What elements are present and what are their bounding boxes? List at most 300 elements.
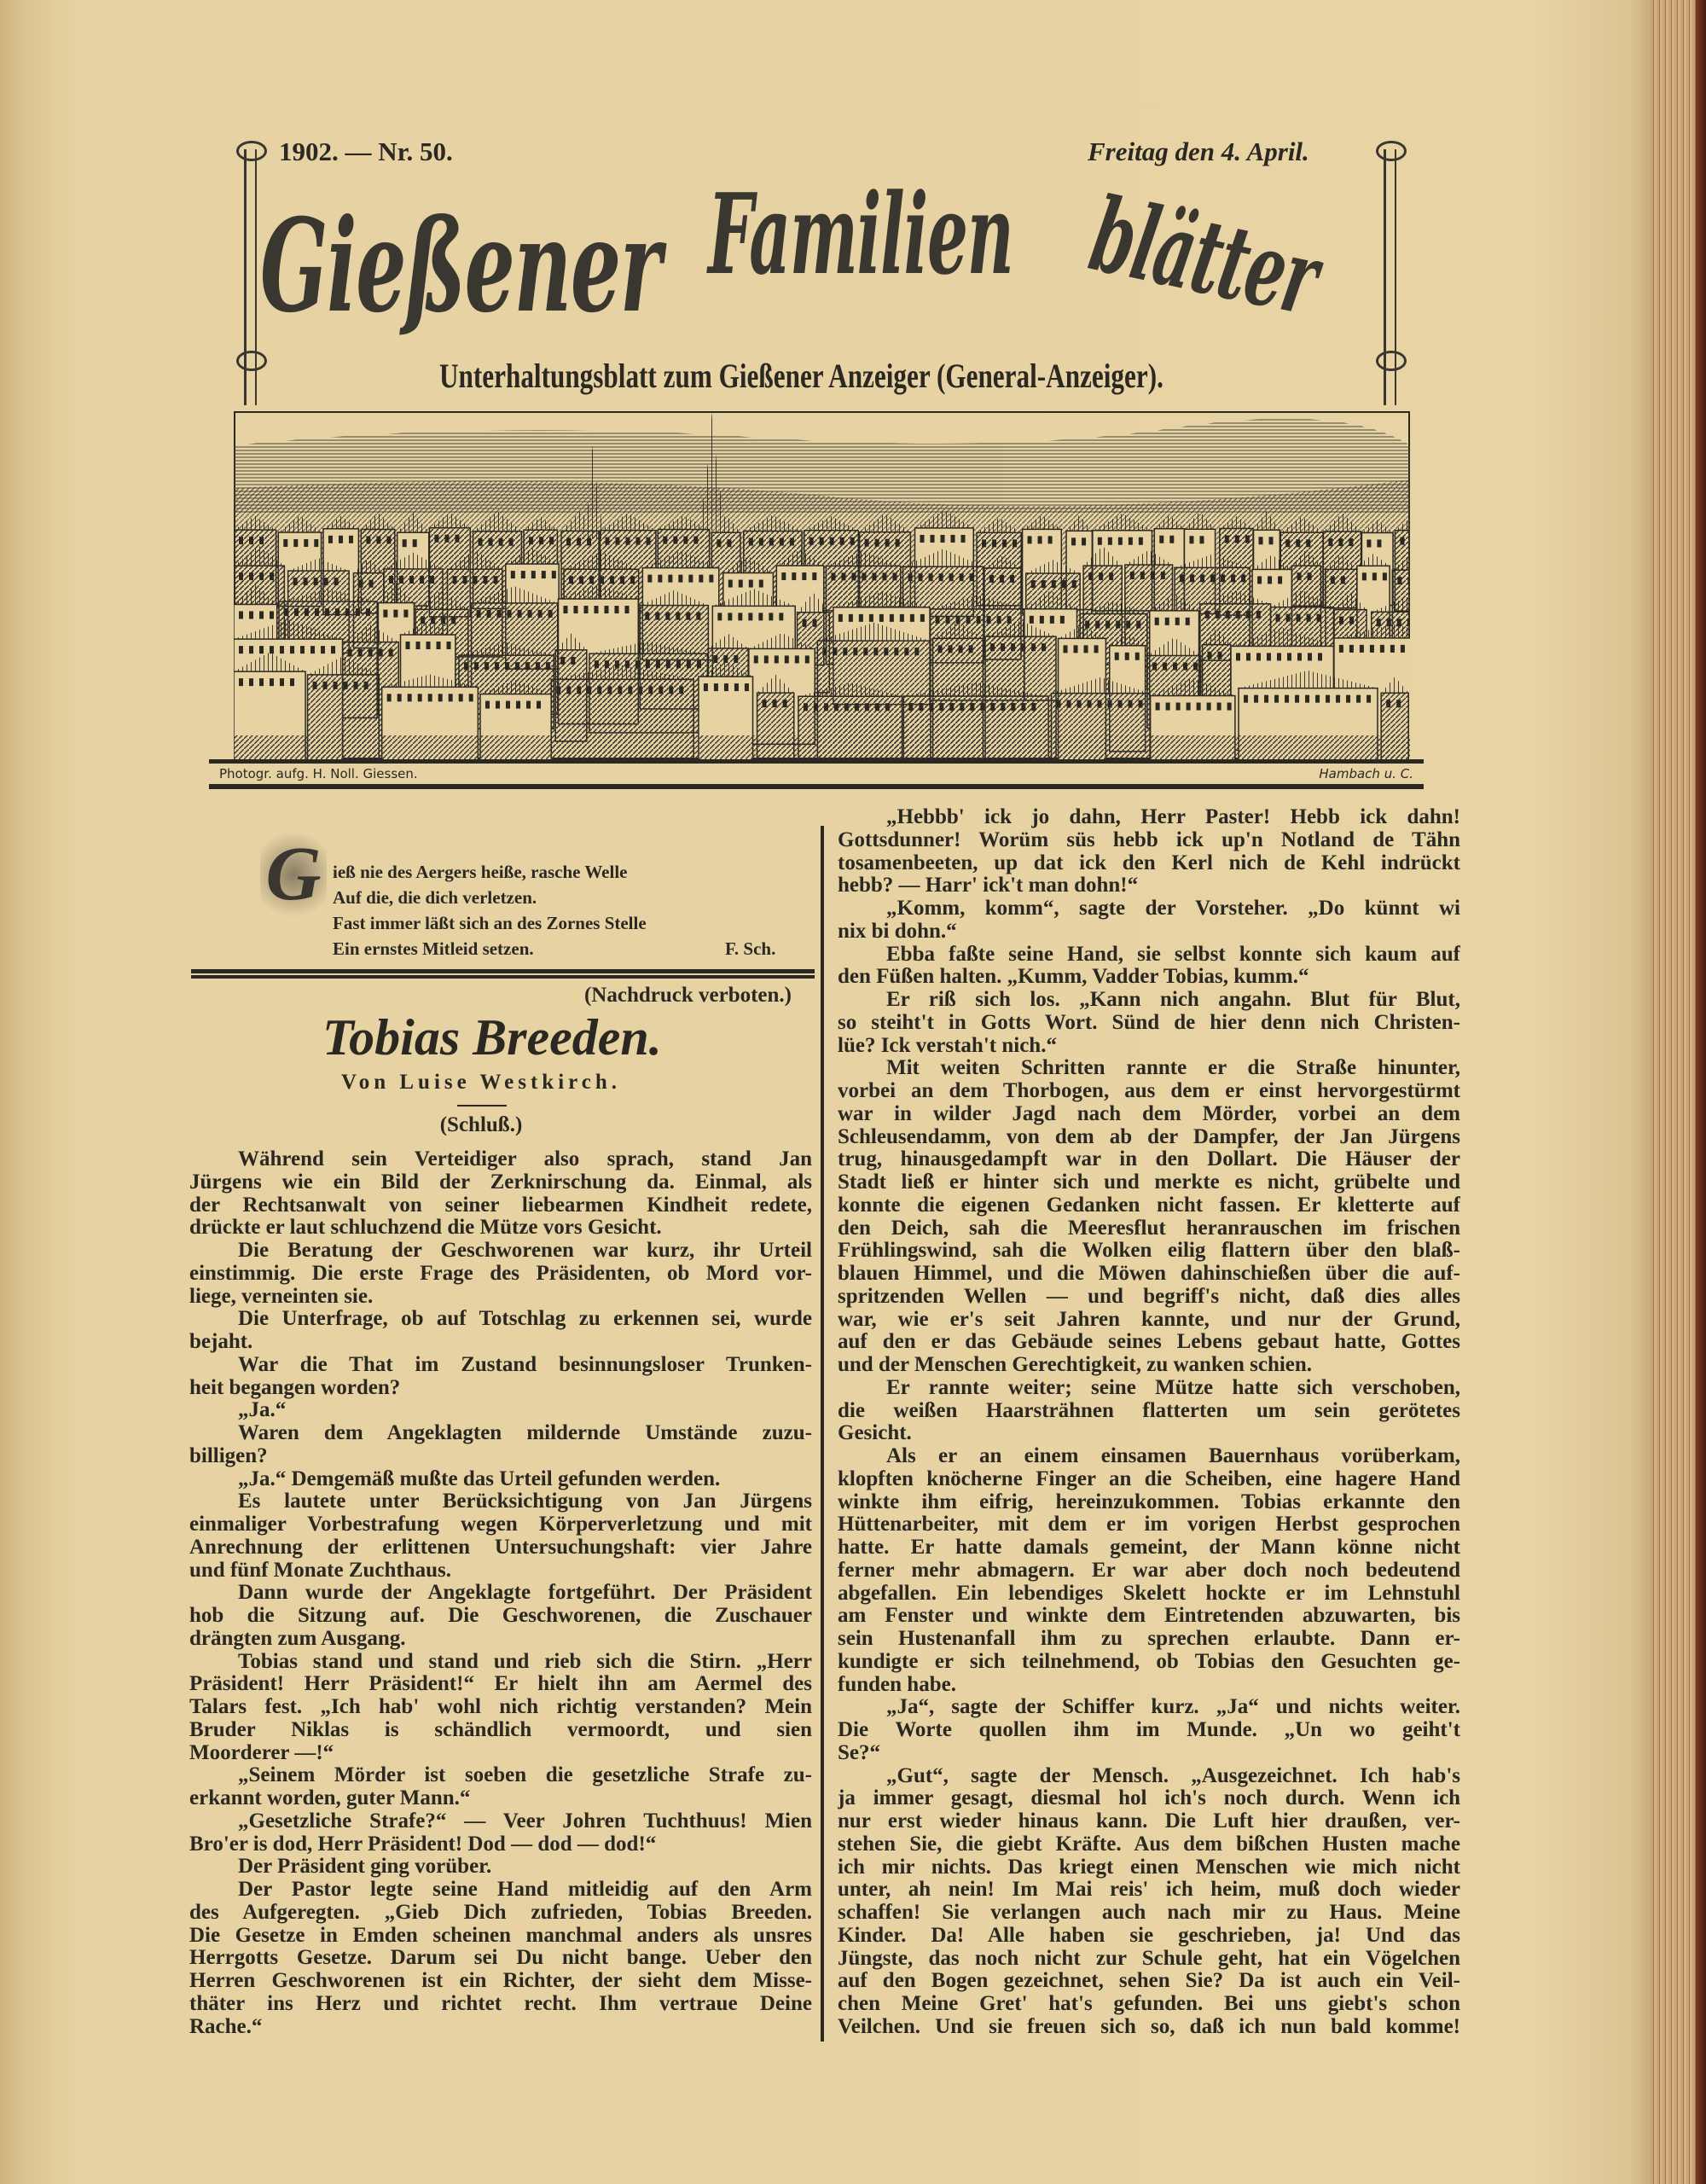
article-column-left <box>189 1148 812 2038</box>
text-line: Bruder Niklas is schändlich vermoordt, und sien <box>189 1718 812 1741</box>
window <box>892 572 897 580</box>
window <box>409 576 414 584</box>
window <box>1190 574 1194 582</box>
window <box>249 611 253 619</box>
window <box>1349 645 1354 653</box>
window <box>665 613 670 620</box>
engraving-caption-bar <box>209 759 1424 789</box>
window <box>666 660 670 668</box>
text-line: Se?“ <box>838 1741 880 1764</box>
text-line: erkannt worden, guter Mann.“ <box>189 1787 471 1809</box>
engraver-credit: Hambach u. C. <box>1319 766 1413 781</box>
window <box>469 694 473 701</box>
window <box>624 606 629 613</box>
window <box>434 535 438 543</box>
window <box>919 573 923 581</box>
window <box>908 703 913 711</box>
text-line: und der Menschen Gerechtigkeit, zu wanken schien. <box>838 1354 1313 1376</box>
window <box>1187 703 1191 711</box>
window <box>379 649 383 657</box>
window <box>683 537 688 544</box>
window <box>1218 652 1222 659</box>
window <box>1098 700 1102 708</box>
window <box>822 648 827 655</box>
window <box>987 616 991 624</box>
byline-rule <box>457 1105 507 1107</box>
window <box>1367 539 1371 547</box>
window <box>249 678 253 686</box>
window <box>676 613 680 620</box>
window <box>758 613 763 620</box>
text-line: liege, verneinten sie. <box>189 1285 374 1308</box>
window <box>1317 614 1321 622</box>
window <box>1338 538 1343 546</box>
window <box>1060 616 1065 624</box>
window <box>1227 703 1232 711</box>
window <box>1030 616 1034 624</box>
window <box>734 683 739 691</box>
window <box>324 578 328 585</box>
window <box>270 611 274 619</box>
text-line: so steiht't in Gotts Wort. Sünd de hier denn nich Christen- <box>838 1011 1460 1034</box>
paragraph <box>189 1468 812 1491</box>
text-line: hatte. Er hatte damals gemeint, der Mann könne nicht <box>838 1536 1460 1559</box>
text-line: Als er an einem einsamen Bauernhaus vorüberkam, <box>886 1445 1460 1467</box>
window <box>499 538 503 546</box>
text-line: Waren dem Angeklagten mildernde Umstände zuzu- <box>238 1422 812 1444</box>
window <box>376 536 380 543</box>
paragraph <box>189 1582 812 1650</box>
window <box>259 537 264 544</box>
window <box>571 657 575 665</box>
window <box>673 537 677 544</box>
window <box>1052 580 1056 588</box>
photo-credit: Photogr. aufg. H. Noll. Giessen. <box>219 766 418 781</box>
paragraph <box>838 1445 1460 1696</box>
window <box>1208 652 1212 659</box>
window <box>960 703 964 711</box>
window <box>552 571 556 578</box>
window <box>803 619 807 627</box>
text-line: drückte er laut schluchzend die Mütze vors Gesicht. <box>189 1217 662 1240</box>
window <box>1296 539 1300 547</box>
window <box>780 538 784 546</box>
window <box>485 701 490 709</box>
window <box>495 662 499 670</box>
window <box>339 536 343 543</box>
window <box>259 678 264 686</box>
poem-initial-ornament: G <box>260 823 327 926</box>
paragraph <box>189 1810 812 1856</box>
window <box>951 535 955 543</box>
text-line: war in wilder Jagd nach dem Mörder, vorbei an dem <box>838 1102 1460 1125</box>
window <box>1386 700 1390 707</box>
window <box>862 572 866 580</box>
window <box>1021 703 1025 711</box>
window <box>1136 620 1140 628</box>
window <box>614 606 618 613</box>
window <box>745 683 749 691</box>
window <box>1010 575 1014 583</box>
window <box>597 686 601 694</box>
window <box>335 608 339 616</box>
window <box>577 686 581 694</box>
window <box>990 703 995 711</box>
window <box>931 535 935 543</box>
window <box>463 576 467 584</box>
window <box>910 614 914 622</box>
window <box>1297 614 1301 622</box>
window <box>713 655 717 663</box>
window <box>437 642 441 649</box>
window <box>1205 611 1210 619</box>
window <box>399 576 403 584</box>
window <box>239 611 243 619</box>
window <box>717 539 721 547</box>
paragraph <box>838 1696 1460 1764</box>
window <box>334 682 338 689</box>
town-engraving <box>234 411 1410 759</box>
window <box>1169 536 1174 543</box>
window <box>872 572 876 580</box>
window <box>929 573 933 581</box>
window <box>779 613 783 620</box>
window <box>709 575 713 583</box>
window <box>1349 538 1353 546</box>
window <box>280 646 284 653</box>
window <box>1367 695 1371 703</box>
window <box>873 648 878 655</box>
window <box>546 662 550 670</box>
window <box>1207 703 1211 711</box>
window <box>487 610 491 618</box>
town-buildings <box>234 509 1410 759</box>
window <box>280 678 284 686</box>
window <box>849 614 853 622</box>
text-line: hob die Sitzung auf. Die Geschworenen, die Zuschauer <box>189 1605 812 1627</box>
window <box>1074 645 1078 653</box>
article-title: Tobias Breeden. <box>322 1009 662 1066</box>
masthead-subtitle: Unterhaltungsblatt zum Gießener Anzeiger (General-Anzeiger). <box>439 357 1163 395</box>
window <box>775 655 779 663</box>
window <box>1099 572 1103 580</box>
window <box>678 575 682 583</box>
window <box>518 610 522 618</box>
window <box>485 662 489 670</box>
window <box>1189 536 1193 543</box>
window <box>635 660 640 668</box>
window <box>1397 577 1401 584</box>
window <box>1021 643 1025 651</box>
window <box>430 576 434 584</box>
window <box>792 572 796 580</box>
window <box>1396 700 1401 707</box>
text-line: sein Hustenanfall ihm zu sprechen erlaubte. Dann er- <box>838 1628 1460 1650</box>
text-line: „Ja.“ <box>238 1399 287 1422</box>
window <box>1305 695 1309 703</box>
window <box>426 642 431 649</box>
window <box>769 538 774 546</box>
window <box>728 613 732 620</box>
window <box>1360 645 1364 653</box>
window <box>1254 695 1258 703</box>
window <box>939 573 943 581</box>
window <box>344 682 348 689</box>
window <box>556 686 560 694</box>
window <box>1094 645 1099 653</box>
text-line: „Komm, komm“, sagte der Vorsteher. „Do künnt wi <box>886 897 1460 920</box>
window <box>882 572 886 580</box>
window <box>1244 695 1248 703</box>
window <box>314 578 318 585</box>
window <box>764 655 769 663</box>
window <box>259 646 264 653</box>
window <box>290 646 294 653</box>
window <box>366 536 370 543</box>
window <box>455 535 459 543</box>
window <box>505 662 509 670</box>
text-line: Herrgotts Gesetze. Darum sei Du nicht bange. Ueber den <box>189 1947 812 1970</box>
window <box>531 571 536 578</box>
window <box>406 642 410 649</box>
window <box>833 648 837 655</box>
window <box>628 686 632 694</box>
window <box>959 645 963 653</box>
window <box>863 648 868 655</box>
window <box>566 686 571 694</box>
window <box>668 575 672 583</box>
window <box>781 572 786 580</box>
window <box>804 703 808 711</box>
window <box>358 580 363 588</box>
window <box>853 648 857 655</box>
window <box>383 610 387 618</box>
window <box>239 646 243 653</box>
window <box>1139 537 1143 545</box>
window <box>509 538 514 546</box>
window <box>990 643 995 651</box>
window <box>1071 537 1076 545</box>
window <box>418 694 422 701</box>
masthead-familien: Familien <box>708 169 1013 299</box>
window <box>970 573 974 581</box>
window <box>1407 577 1410 584</box>
text-line: Jürgens wie ein Bild der Zerknirschung da. Einmal, als <box>189 1170 812 1194</box>
window <box>838 614 843 622</box>
window <box>284 608 288 616</box>
paragraph <box>189 1856 812 1879</box>
window <box>748 613 752 620</box>
poem-line: Fast immer läßt sich an des Zornes Stelle <box>333 913 647 933</box>
window <box>1318 653 1322 660</box>
window <box>759 538 763 546</box>
window <box>1349 617 1354 624</box>
window <box>1011 643 1015 651</box>
window <box>938 645 943 653</box>
window <box>687 660 691 668</box>
window <box>1217 703 1221 711</box>
window <box>914 648 919 655</box>
window <box>949 645 953 653</box>
window <box>1257 576 1262 584</box>
text-line: ja immer gesagt, diesmal hol ich's noch durch. Wenn ich <box>838 1787 1460 1810</box>
window <box>605 660 609 668</box>
text-line: Mit weiten Schritten rannte er die Straße hinunter, <box>886 1057 1460 1080</box>
window <box>447 642 451 649</box>
window <box>1031 703 1036 711</box>
window <box>977 616 981 624</box>
window <box>239 678 243 686</box>
text-line: thäter ins Herz und richtet recht. Ihm vertraue Deine <box>189 1992 812 2015</box>
window <box>1067 700 1071 708</box>
text-line: lüe? Ick verstah't nich.“ <box>838 1034 1057 1057</box>
window <box>305 608 309 616</box>
window <box>647 575 652 583</box>
window <box>484 576 488 584</box>
window <box>699 575 703 583</box>
window <box>325 608 329 616</box>
window <box>658 575 662 583</box>
text-line: Es lautete unter Berücksichtigung von Jan Jürgens <box>238 1490 812 1513</box>
window <box>1098 537 1102 545</box>
window <box>834 703 838 711</box>
window <box>1118 700 1123 708</box>
paragraph <box>189 1879 812 2038</box>
window <box>1001 703 1005 711</box>
text-line: drängten zum Ausgang. <box>189 1627 406 1650</box>
window <box>1129 700 1133 708</box>
window <box>620 576 624 584</box>
text-line: Schleusendamm, von dem ab der Dampfer, der Jan Jürgens <box>838 1125 1460 1148</box>
window <box>936 616 940 624</box>
window <box>1235 536 1239 543</box>
text-line: heit begangen worden? <box>189 1376 401 1399</box>
text-line: Er rannte weiter; seine Mütze hatte sich verschoben, <box>886 1376 1460 1399</box>
window <box>1259 537 1263 544</box>
left-ornament-post <box>244 149 257 405</box>
window <box>865 539 869 547</box>
window <box>1285 695 1289 703</box>
window <box>537 701 541 709</box>
window <box>1383 572 1387 580</box>
text-line: nur erst wieder hinaus kann. Die Luft hier draußen, ver- <box>838 1810 1460 1833</box>
text-line: „Seinem Mörder ist soeben die gesetzliche Strafe zu- <box>238 1764 812 1787</box>
window <box>904 648 908 655</box>
window <box>844 703 849 711</box>
window <box>1152 662 1157 670</box>
text-line: Die Unterfrage, ob auf Totschlag zu erkennen sei, wurde <box>238 1308 812 1331</box>
window <box>1115 653 1119 660</box>
window <box>1264 695 1268 703</box>
window <box>315 608 319 616</box>
window <box>538 610 543 618</box>
window <box>356 608 360 616</box>
window <box>1328 538 1332 546</box>
window <box>364 682 368 689</box>
text-line: Er riß sich los. „Kann nich angahn. Blut für Blut, <box>886 989 1460 1011</box>
window <box>618 686 622 694</box>
window <box>542 571 546 578</box>
window <box>785 655 789 663</box>
window <box>1326 695 1330 703</box>
window <box>875 539 879 547</box>
window <box>648 686 653 694</box>
window <box>249 572 253 580</box>
window <box>270 678 274 686</box>
text-line: Gottsdunner! Worüm süs hebb ick up'n Notland de Tähn <box>838 828 1460 851</box>
window <box>1295 695 1299 703</box>
window <box>1390 645 1395 653</box>
window <box>929 703 933 711</box>
text-line: billigen? <box>189 1444 268 1467</box>
window <box>1306 539 1310 547</box>
window <box>1161 572 1165 579</box>
window <box>1241 574 1245 582</box>
issue-date: Freitag den 4. April. <box>1088 136 1309 166</box>
text-line: Der Pastor legte seine Hand mitleidig auf den Arm <box>238 1879 812 1901</box>
text-line: winkte ihm eifrig, hereinzukommen. Tobias erkannte den <box>838 1490 1460 1513</box>
text-line: abgefallen. Ein lebendiges Skelett hockte er im Lehnstuhl <box>838 1582 1460 1605</box>
window <box>525 662 530 670</box>
window <box>814 703 818 711</box>
window <box>728 580 733 588</box>
text-line: „Ja“, sagte der Schiffer kurz. „Ja“ und nichts weiter. <box>886 1696 1460 1719</box>
window <box>1116 620 1120 628</box>
window <box>1297 572 1302 580</box>
window <box>879 614 884 622</box>
paragraph <box>838 1765 1460 2039</box>
window <box>1287 653 1291 660</box>
window <box>420 576 424 584</box>
text-line: Der Präsident ging vorüber. <box>238 1856 492 1879</box>
text-line: spritzenden Wellen — und begriff's nicht, daß dies alles <box>838 1285 1460 1308</box>
window <box>1042 580 1046 588</box>
window <box>386 536 391 543</box>
window <box>1401 645 1405 653</box>
window <box>896 539 900 547</box>
window <box>451 616 456 624</box>
issue-number: 1902. — Nr. 50. <box>279 136 453 166</box>
window <box>1407 619 1410 626</box>
text-line: Die Worte quollen ihm im Munde. „Un wo geiht't <box>838 1719 1460 1741</box>
window <box>270 572 274 580</box>
window <box>313 682 317 689</box>
window <box>1163 662 1167 670</box>
paragraph <box>189 1399 812 1422</box>
window <box>1277 653 1281 660</box>
text-line: klopften knöcherne Finger an die Scheiben, eine hagere Hand <box>838 1467 1460 1490</box>
window <box>1221 574 1225 582</box>
window <box>1216 611 1220 619</box>
window <box>693 537 698 544</box>
text-line: die weißen Haarsträhnen flatterten um sein gerötetes <box>838 1399 1460 1422</box>
window <box>980 703 984 711</box>
window <box>1130 572 1134 579</box>
window <box>663 537 667 544</box>
window <box>607 686 612 694</box>
window <box>1028 536 1032 543</box>
text-line: Rache.“ <box>189 2015 263 2038</box>
window <box>511 571 515 578</box>
window <box>646 660 650 668</box>
window <box>539 537 543 544</box>
text-line: unter, ah nein! Im Mai reis' ich heim, muß doch wieder <box>838 1879 1460 1902</box>
window <box>885 703 890 711</box>
window <box>1057 700 1061 708</box>
window <box>1380 645 1384 653</box>
window <box>960 573 964 581</box>
window <box>1377 619 1381 626</box>
